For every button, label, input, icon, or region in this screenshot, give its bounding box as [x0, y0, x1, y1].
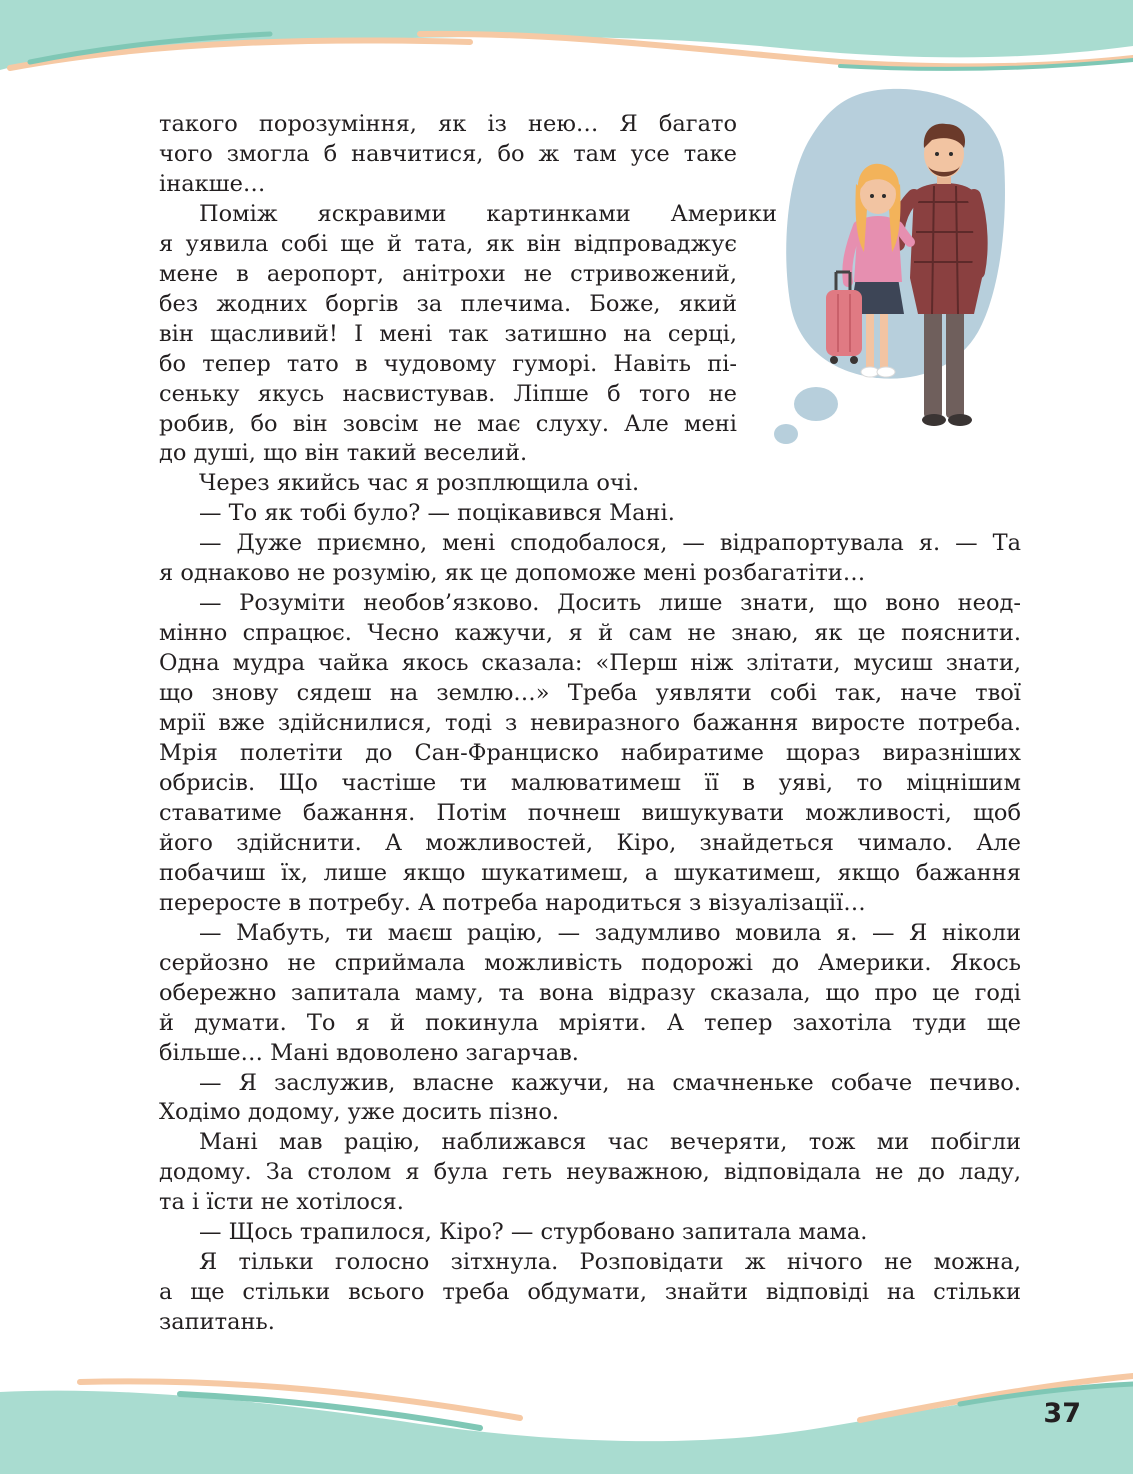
text-line: Ходімо додому, уже досить пізно. — [159, 1099, 560, 1126]
top-wave-decoration — [0, 0, 1133, 90]
text-line: а ще стільки всього треба обдумати, знайти відповіді на стільки — [159, 1279, 1021, 1306]
text-line: чого змогла б навчитися, бо ж там усе таке — [159, 140, 737, 167]
text-line: ставатиме бажання. Потім почнеш вишукувати можливості, щоб — [159, 799, 1021, 826]
text-line: й думати. То я й покинула мріяти. А тепер захотіла туди ще — [159, 1009, 1021, 1036]
text-line: — Дуже приємно, мені сподобалося, — відрапортувала я. — Та — [199, 530, 1021, 557]
text-line: — Розуміти необов’язково. Досить лише знати, що воно неод- — [199, 590, 1021, 617]
text-line: та і їсти не хотілося. — [159, 1189, 404, 1216]
text-line: побачиш їх, лише якщо шукатимеш, а шукатимеш, якщо бажання — [159, 859, 1021, 886]
text-line: більше… Мані вдоволено загарчав. — [159, 1039, 579, 1066]
text-line: такого порозуміння, як із нею… Я багато — [159, 111, 737, 137]
text-line: Мані мав рацію, наближався час вечеряти, тож ми побігли — [199, 1129, 1021, 1156]
text-line: — Я заслужив, власне кажучи, на смачненьке собаче печиво. — [199, 1069, 1021, 1096]
text-line: Через якийсь час я розплющила очі. — [199, 470, 640, 497]
text-line: без жодних боргів за плечима. Боже, який — [159, 290, 737, 317]
text-line: переросте в потребу. А потреба народиться з візуалізації… — [159, 889, 866, 916]
story-text — [159, 110, 1021, 1338]
text-line: робив, бо він зовсім не має слуху. Але мені — [159, 410, 737, 437]
text-line: сеньку якусь насвистував. Ліпше б того не — [159, 380, 737, 407]
page-number: 37 — [1043, 1398, 1081, 1429]
text-line: мінно спрацює. Чесно кажучи, я й сам не знаю, як це пояснити. — [159, 620, 1021, 647]
text-line: додому. За столом я була геть неуважною, відповідала не до ладу, — [159, 1159, 1021, 1186]
text-line: я однаково не розумію, як це допоможе мені розбагатіти… — [159, 560, 866, 587]
text-line: до душі, що він такий веселий. — [159, 440, 528, 467]
text-line: бо тепер тато в чудовому гуморі. Навіть пі- — [159, 350, 737, 377]
text-line: — Щось трапилося, Кіро? — стурбовано запитала мама. — [199, 1219, 868, 1246]
text-line: обрисів. Що частіше ти малюватимеш її в уяві, то міцнішим — [159, 769, 1021, 796]
text-line: Мрія полетіти до Сан-Франциско набиратиме щораз виразніших — [159, 740, 1021, 767]
text-line: — Мабуть, ти маєш рацію, — задумливо мовила я. — Я ніколи — [199, 919, 1021, 946]
text-line: запитань. — [159, 1309, 275, 1336]
text-line: мене в аеропорт, анітрохи не стривожений, — [159, 260, 737, 287]
bottom-wave-decoration — [0, 1364, 1133, 1474]
text-line: Одна мудра чайка якось сказала: «Перш ніж злітати, мусиш знати, — [159, 650, 1021, 677]
text-line: Я тільки голосно зітхнула. Розповідати ж нічого не можна, — [199, 1249, 1021, 1276]
text-line: його здійснити. А можливостей, Кіро, знайдеться чимало. Але — [159, 829, 1021, 856]
text-line: обережно запитала маму, та вона відразу сказала, що про це годі — [159, 979, 1021, 1006]
text-line: Поміж яскравими картинками Америки — [199, 200, 777, 227]
text-line: він щасливий! І мені так затишно на серці, — [159, 320, 737, 347]
text-line: — То як тобі було? — поцікавився Мані. — [199, 500, 675, 527]
text-line: що знову сядеш на землю…» Треба уявляти собі так, наче твої — [159, 680, 1021, 707]
text-line: інакше… — [159, 170, 266, 197]
text-line: я уявила собі ще й тата, як він відпроваджує — [159, 230, 737, 257]
text-line: мрії вже здійснилися, тоді з невиразного бажання виросте потреба. — [159, 710, 1021, 737]
text-line: серйозно не сприймала можливість подорожі до Америки. Якось — [159, 949, 1021, 976]
